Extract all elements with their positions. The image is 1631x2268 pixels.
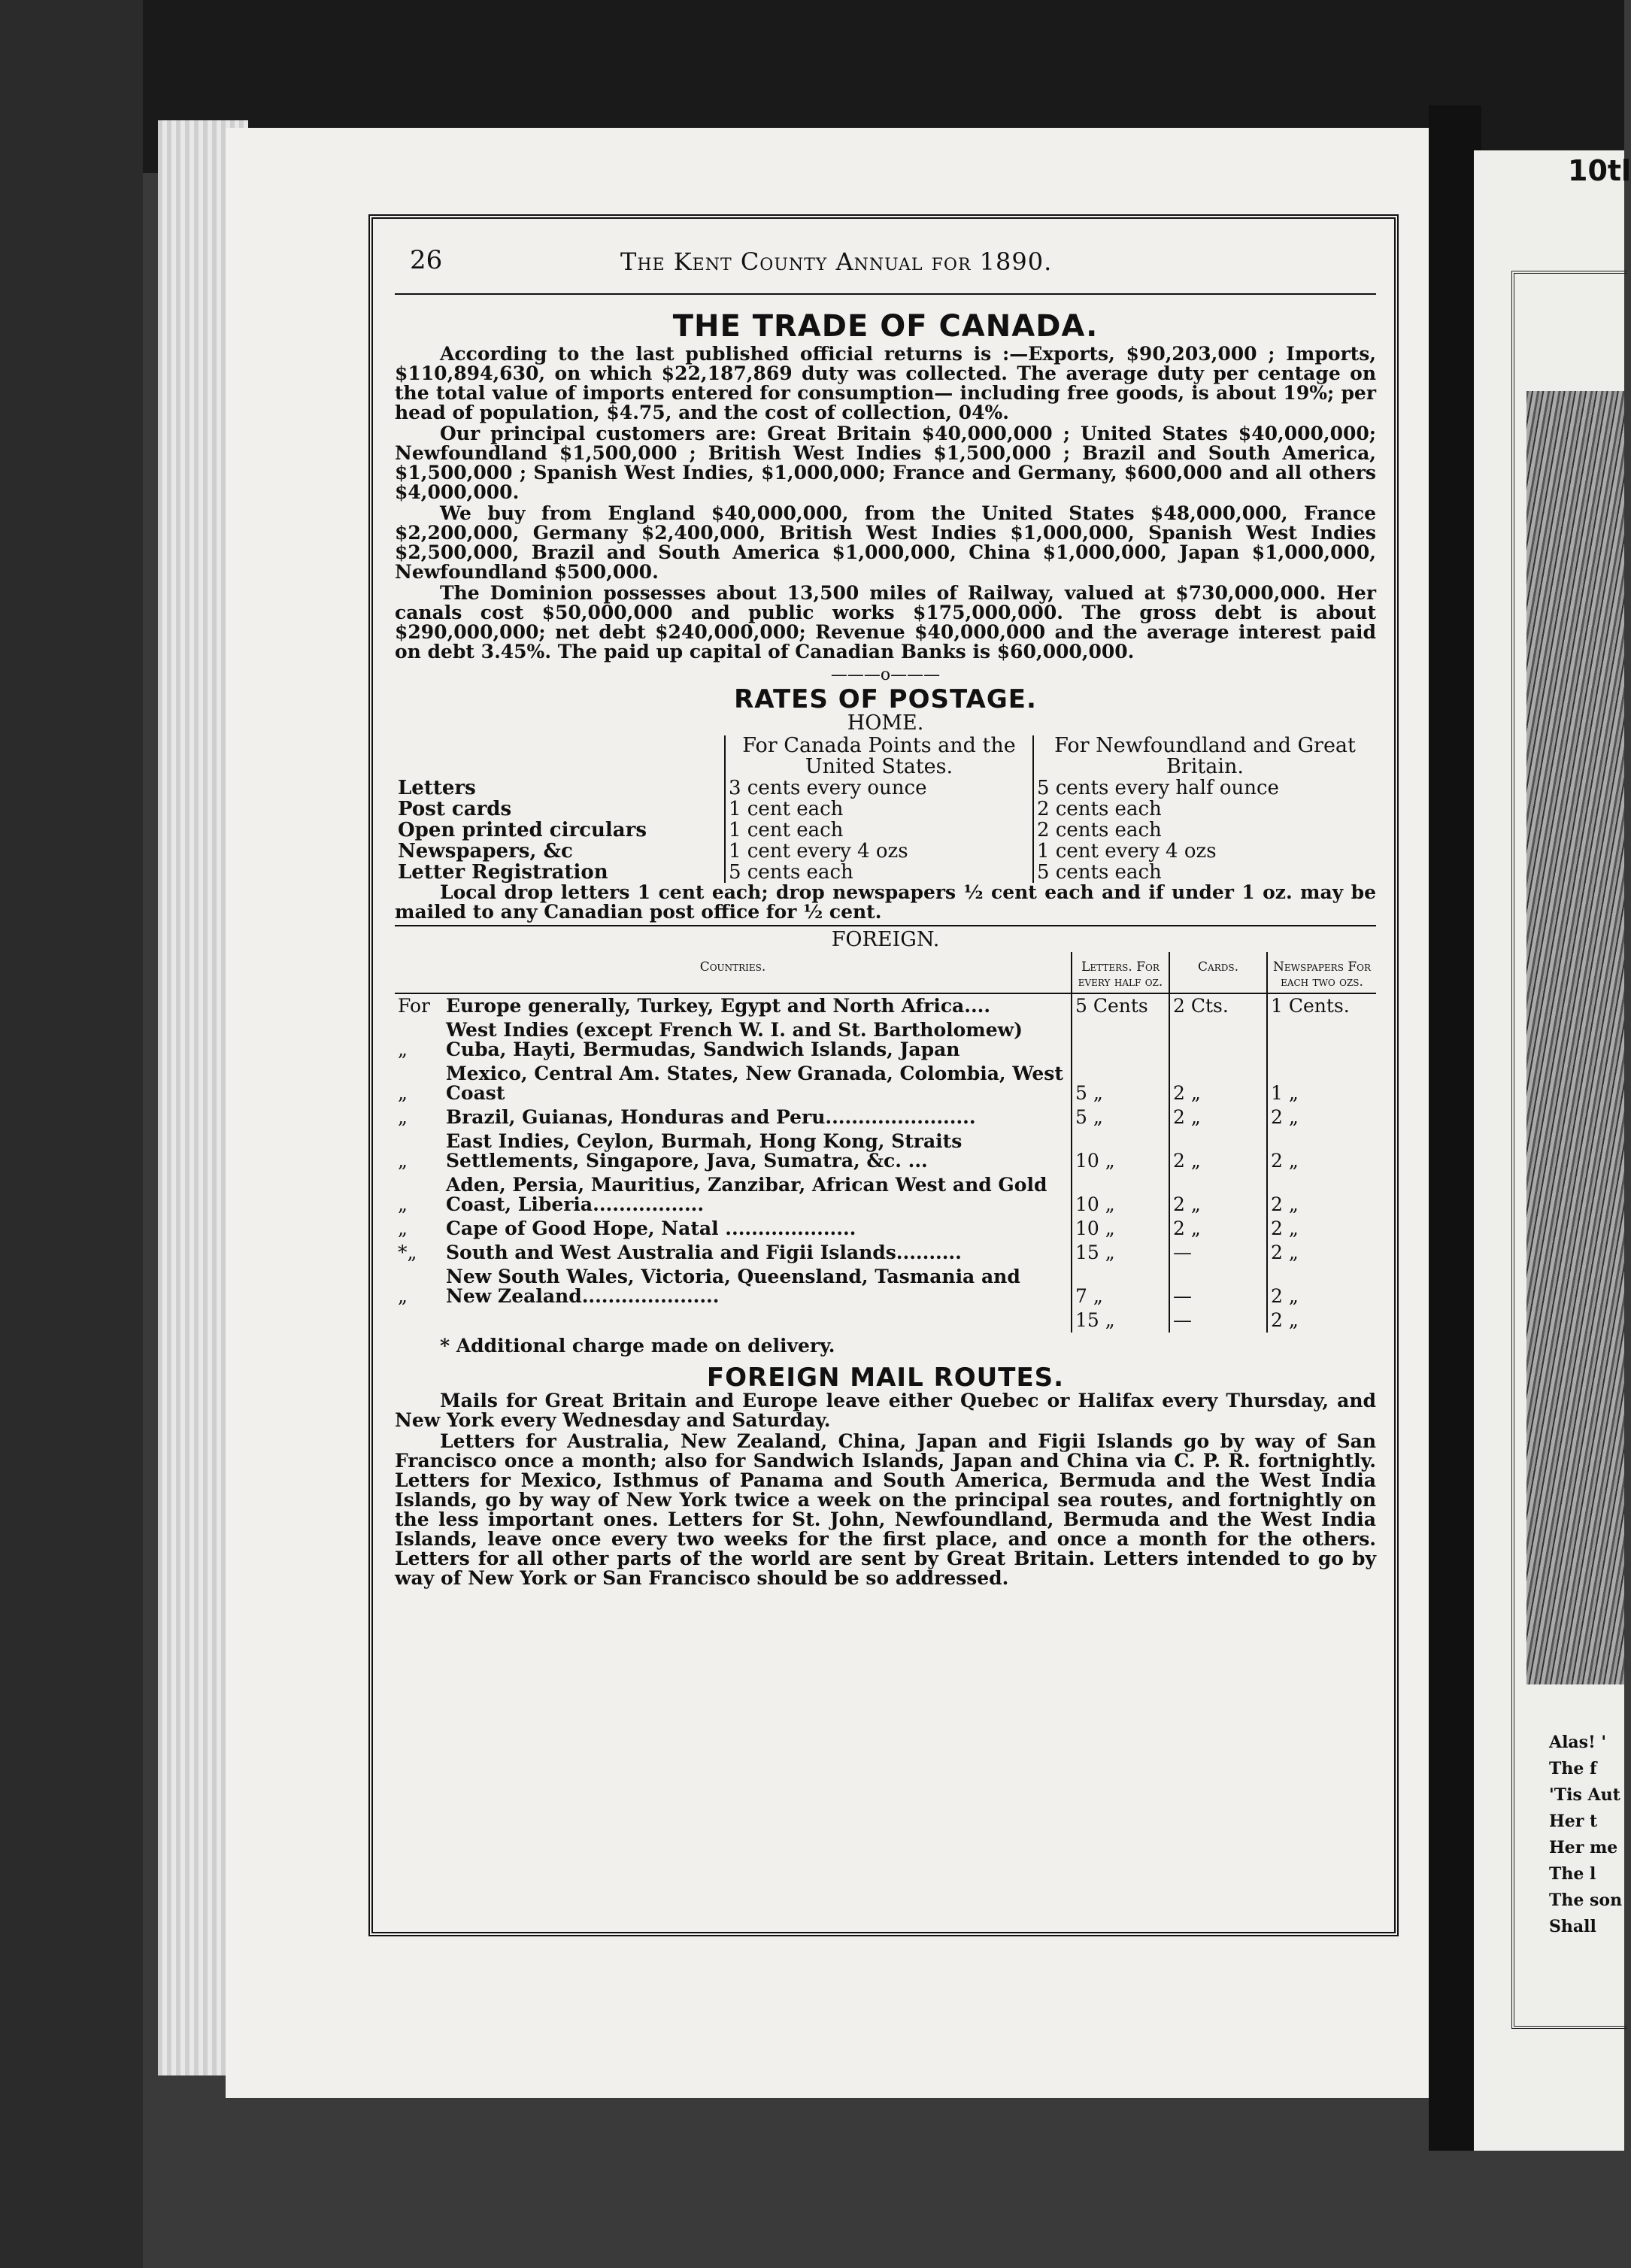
country [446,1308,1072,1333]
country: South and West Australia and Figii Islands.......... [446,1242,962,1263]
cards-header: Cards. [1169,952,1267,993]
table-row [395,1241,1376,1265]
table-row [395,1105,1376,1129]
cards-rate: 2 „ [1169,1173,1267,1217]
rate-item: Post cards [398,798,512,820]
country: Mexico, Central Am. States, New Granada, Colombia, West Coast [446,1063,1063,1104]
row-mark: For [398,995,430,1017]
rate-canada: 5 cents each [725,862,1033,883]
letters-rate: 15 „ [1072,1308,1169,1333]
table-row [395,820,1376,841]
letters-rate: 5 „ [1072,1105,1169,1129]
table-row [395,1217,1376,1241]
countries-header: Countries. [395,952,1072,993]
poem-line: Her me [1549,1838,1618,1857]
trade-paragraph: According to the last published official returns is :—Exports, $90,203,000 ; Imports, $110,894,630, on which $22,187,869 duty was collected. The average duty per centage on the total value of imports entered for consumption— including free goods, is about 19%; per head of population, $4.75, and the cost of collection, 04%. [395,343,1376,423]
letters-rate: 10 „ [1072,1173,1169,1217]
table-row [395,1129,1376,1173]
trade-title: THE TRADE OF CANADA. [672,309,1099,344]
foreign-label: FOREIGN. [831,928,940,951]
section-rule [395,925,1376,926]
poem-line: Shall [1549,1917,1596,1936]
country: New South Wales, Victoria, Queensland, Tasmania and New Zealand..................... [446,1266,1020,1307]
home-label: HOME. [847,711,924,735]
rate-canada: 1 cent every 4 ozs [725,841,1033,862]
country: East Indies, Ceylon, Burmah, Hong Kong, Straits Settlements, Singapore, Java, Sumatra, &c. ... [446,1130,963,1172]
newspapers-rate: 2 „ [1267,1173,1376,1217]
trade-paragraph: We buy from England $40,000,000, from the United States $48,000,000, France $2,200,000, Germany $2,400,000, British West Indies $1,000,000, Spanish West Indies $2,500,000, Brazil and South America $1,000,000, China $1,000,000, Japan $1,000,000, Newfoundland $500,000. [395,502,1376,583]
country: Aden, Persia, Mauritius, Zanzibar, African West and Gold Coast, Liberia................. [446,1174,1047,1215]
newspapers-rate: 1 Cents. [1267,993,1376,1018]
country: Cape of Good Hope, Natal .................... [446,1217,856,1239]
rate-item: Open printed circulars [398,819,647,841]
newspapers-rate: 2 „ [1267,1241,1376,1265]
cards-rate: 2 „ [1169,1105,1267,1129]
postage-title: RATES OF POSTAGE. [734,684,1037,714]
table-row [395,778,1376,799]
row-mark: „ [398,1038,408,1060]
country: Europe generally, Turkey, Egypt and North Africa.... [446,995,991,1017]
mail-routes-title: FOREIGN MAIL ROUTES. [706,1363,1065,1393]
table-row [395,993,1376,1018]
newspapers-rate: 2 „ [1267,1129,1376,1173]
newspapers-rate: 2 „ [1267,1265,1376,1308]
table-row [395,841,1376,862]
table-row [395,799,1376,820]
page-content [395,241,1376,1590]
letters-rate: 5 Cents [1072,993,1169,1018]
page-number: 26 [410,245,443,275]
letters-rate [1072,1018,1169,1062]
row-mark [395,1308,446,1333]
row-mark: „ [398,1193,408,1215]
backdrop-left [0,0,143,2268]
page-header [395,241,1376,295]
table-row [395,1018,1376,1062]
poem-line: The f [1549,1759,1597,1778]
right-page-poem [1549,1730,1622,1940]
rate-canada: 3 cents every ounce [725,778,1033,799]
letters-rate: 15 „ [1072,1241,1169,1265]
letters-rate: 7 „ [1072,1265,1169,1308]
table-row [395,862,1376,883]
rate-item: Letters [398,777,476,799]
cards-rate: 2 „ [1169,1062,1267,1105]
trade-paragraph: The Dominion possesses about 13,500 miles of Railway, valued at $730,000,000. Her canals cost $50,000,000 and public works $175,000,000. The gross debt is about $290,000,000; net debt $240,000,000; Revenue $40,000,000 and the average interest paid on debt 3.45%. The paid up capital of Canadian Banks is $60,000,000. [395,582,1376,663]
cards-rate: — [1169,1241,1267,1265]
newspapers-rate: 1 „ [1267,1062,1376,1105]
poem-line: 'Tis Aut [1549,1785,1620,1805]
rate-newfoundland: 2 cents each [1033,820,1376,841]
letters-rate: 10 „ [1072,1129,1169,1173]
rate-item: Letter Registration [398,861,608,884]
mail-paragraph: Mails for Great Britain and Europe leave either Quebec or Halifax every Thursday, and New York every Wednesday and Saturday. [395,1390,1376,1431]
poem-line: Alas! ' [1549,1733,1607,1752]
newspapers-rate [1267,1018,1376,1062]
rate-item: Newspapers, &c [398,840,573,863]
newspapers-rate: 2 „ [1267,1308,1376,1333]
row-mark: „ [398,1150,408,1172]
cards-rate: 2 Cts. [1169,993,1267,1018]
foreign-rates-table [395,952,1376,1333]
foreign-footnote: * Additional charge made on delivery. [440,1335,835,1357]
row-mark: „ [398,1285,408,1307]
table-row [395,1265,1376,1308]
rate-newfoundland: 2 cents each [1033,799,1376,820]
newspapers-rate: 2 „ [1267,1217,1376,1241]
cards-rate [1169,1018,1267,1062]
row-mark: „ [398,1082,408,1104]
rate-newfoundland: 5 cents every half ounce [1033,778,1376,799]
rate-canada: 1 cent each [725,820,1033,841]
table-row [395,1173,1376,1217]
letters-rate: 5 „ [1072,1062,1169,1105]
cards-rate: — [1169,1265,1267,1308]
engraving-illustration [1526,391,1624,1684]
col-canada-header: For Canada Points and the United States. [725,735,1033,778]
poem-line: Her t [1549,1812,1598,1831]
poem-line: The son [1549,1891,1623,1910]
home-rates-table [395,735,1376,883]
poem-line: The l [1549,1864,1596,1884]
row-mark: *„ [398,1242,417,1263]
newspapers-rate: 2 „ [1267,1105,1376,1129]
table-row [395,1062,1376,1105]
col-newfoundland-header: For Newfoundland and Great Britain. [1033,735,1376,778]
trade-paragraph: Our principal customers are: Great Britain $40,000,000 ; United States $40,000,000; Newfoundland $1,500,000 ; British West Indies $1,500,000 ; Brazil and South America, $1,500,000 ; Spanish West Indies, $1,000,000; France and Germany, $600,000 and all others $4,000,000. [395,423,1376,503]
country: West Indies (except French W. I. and St. Bartholomew) Cuba, Hayti, Bermudas, Sandwich Islands, Japan [446,1019,1023,1060]
rate-canada: 1 cent each [725,799,1033,820]
cards-rate: 2 „ [1169,1129,1267,1173]
newspapers-header: Newspapers For each two ozs. [1267,952,1376,993]
mail-paragraph: Letters for Australia, New Zealand, China, Japan and Figii Islands go by way of San Francisco once a month; also for Sandwich Islands, Japan and China via C. P. R. fortnightly. Letters for Mexico, Isthmus of Panama and South America, Bermuda and the West India Islands, go by way of New York twice a week on the principal sea routes, and fortnightly on the less important ones. Letters for St. John, Newfoundland, Bermuda and the West India Islands, leave once every two weeks for the first place, and once a month for the others. Letters for all other parts of the world are sent by Great Britain. Letters intended to go by way of New York or San Francisco should be so addressed. [395,1430,1376,1589]
row-mark: „ [398,1217,408,1239]
right-page-title: 10tl [1568,154,1631,187]
letters-header: Letters. For every half oz. [1072,952,1169,993]
table-row [395,1308,1376,1333]
letters-rate: 10 „ [1072,1217,1169,1241]
cards-rate: — [1169,1308,1267,1333]
country: Brazil, Guianas, Honduras and Peru....................... [446,1106,976,1128]
section-divider: ———o——— [830,666,941,684]
row-mark: „ [398,1106,408,1128]
cards-rate: 2 „ [1169,1217,1267,1241]
rate-newfoundland: 1 cent every 4 ozs [1033,841,1376,862]
rate-newfoundland: 5 cents each [1033,862,1376,883]
local-drop-note: Local drop letters 1 cent each; drop newspapers ½ cent each and if under 1 oz. may be mailed to any Canadian post office for ½ cent. [395,881,1376,923]
running-title: The Kent County Annual for 1890. [620,247,1053,276]
